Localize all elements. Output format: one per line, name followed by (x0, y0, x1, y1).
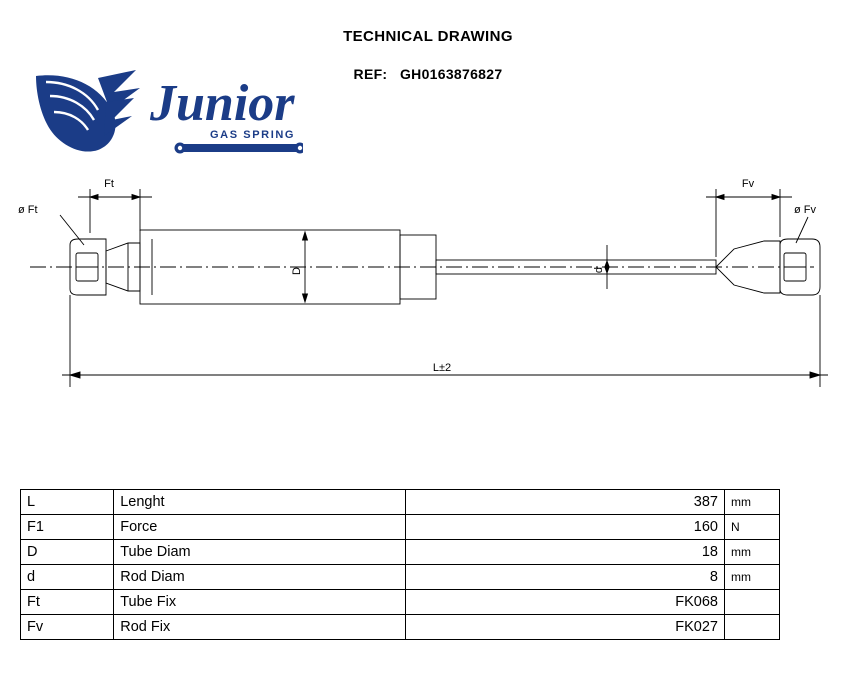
cell-value: 8 (405, 565, 724, 590)
svg-text:Junior: Junior (150, 75, 295, 132)
cell-symbol: D (21, 540, 114, 565)
dimension-ft (78, 189, 152, 233)
cell-value: 18 (405, 540, 724, 565)
table-row (21, 590, 780, 615)
label-phi-fv: ø Fv (794, 204, 816, 216)
cell-value: FK068 (405, 590, 724, 615)
logo-wing-icon (36, 70, 140, 152)
cell-unit (724, 590, 779, 615)
cell-name: Force (114, 515, 406, 540)
cell-symbol: F1 (21, 515, 114, 540)
specification-table (20, 489, 780, 640)
table-row (21, 540, 780, 565)
reference-value: GH0163876827 (399, 66, 503, 82)
label-total-length: L±2 (432, 362, 452, 374)
cell-name: Tube Fix (114, 590, 406, 615)
cell-name: Tube Diam (114, 540, 406, 565)
table-row (21, 615, 780, 640)
brand-logo (28, 58, 303, 158)
cell-unit: mm (724, 540, 779, 565)
cell-unit: mm (724, 565, 779, 590)
cell-symbol: Fv (21, 615, 114, 640)
cell-name: Rod Diam (114, 565, 406, 590)
cell-symbol: L (21, 490, 114, 515)
reference-label: REF: (353, 66, 388, 82)
gas-spring-drawing (12, 175, 832, 415)
cell-value: 387 (405, 490, 724, 515)
label-tube-diam: D (291, 267, 303, 275)
label-fv-top: Fv (741, 178, 755, 190)
table-row (21, 515, 780, 540)
cell-unit (724, 615, 779, 640)
tube-body (140, 230, 436, 304)
label-rod-diam: d (593, 266, 605, 274)
logo-wordmark (149, 75, 303, 154)
table-row (21, 490, 780, 515)
cell-symbol: Ft (21, 590, 114, 615)
cell-name: Lenght (114, 490, 406, 515)
cell-name: Rod Fix (114, 615, 406, 640)
dimension-fv (706, 189, 792, 257)
page-title: TECHNICAL DRAWING (343, 28, 513, 45)
label-ft-top: Ft (104, 178, 114, 190)
dimension-rod-diam (605, 245, 609, 289)
cell-value: 160 (405, 515, 724, 540)
svg-text:GAS SPRING: GAS SPRING (210, 129, 296, 141)
table-row (21, 565, 780, 590)
cell-value: FK027 (405, 615, 724, 640)
cell-unit: N (724, 515, 779, 540)
cell-symbol: d (21, 565, 114, 590)
cell-unit: mm (724, 490, 779, 515)
spec-table-body (21, 490, 780, 640)
label-phi-ft: ø Ft (18, 204, 38, 216)
